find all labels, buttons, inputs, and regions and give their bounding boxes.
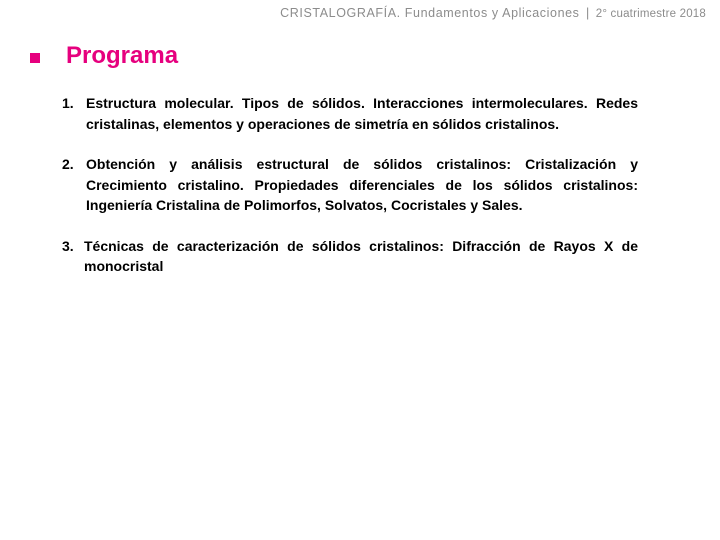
item-number: 2. <box>62 156 74 172</box>
item-text: Estructura molecular. Tipos de sólidos. Interacciones intermoleculares. Redes cristalinas, elementos y operaciones de simetría en sólidos cristalinos. <box>86 95 638 132</box>
term-label: 2° cuatrimestre 2018 <box>595 8 706 20</box>
program-item-2 <box>62 154 638 216</box>
header-separator: | <box>586 6 590 20</box>
item-text: Técnicas de caracterización de sólidos cristalinos: Difracción de Rayos X de monocristal <box>84 237 638 274</box>
item-number: 3. <box>62 237 74 254</box>
section-title: Programa <box>66 42 179 69</box>
slide-header <box>280 6 706 20</box>
course-title: CRISTALOGRAFÍA. Fundamentos y Aplicaciones <box>280 6 580 20</box>
item-number: 1. <box>62 95 74 111</box>
square-bullet-icon <box>30 53 40 63</box>
program-item-1 <box>62 93 638 134</box>
program-item-3 <box>62 236 638 277</box>
program-list <box>62 93 638 277</box>
item-text: Obtención y análisis estructural de sólidos cristalinos: Cristalización y Crecimiento cristalino. Propiedades diferenciales de los sólidos cristalinos: Ingeniería Cristalina de Polimorfos, Solvatos, Cocristales y Sales. <box>86 156 638 213</box>
section-heading <box>30 42 178 70</box>
